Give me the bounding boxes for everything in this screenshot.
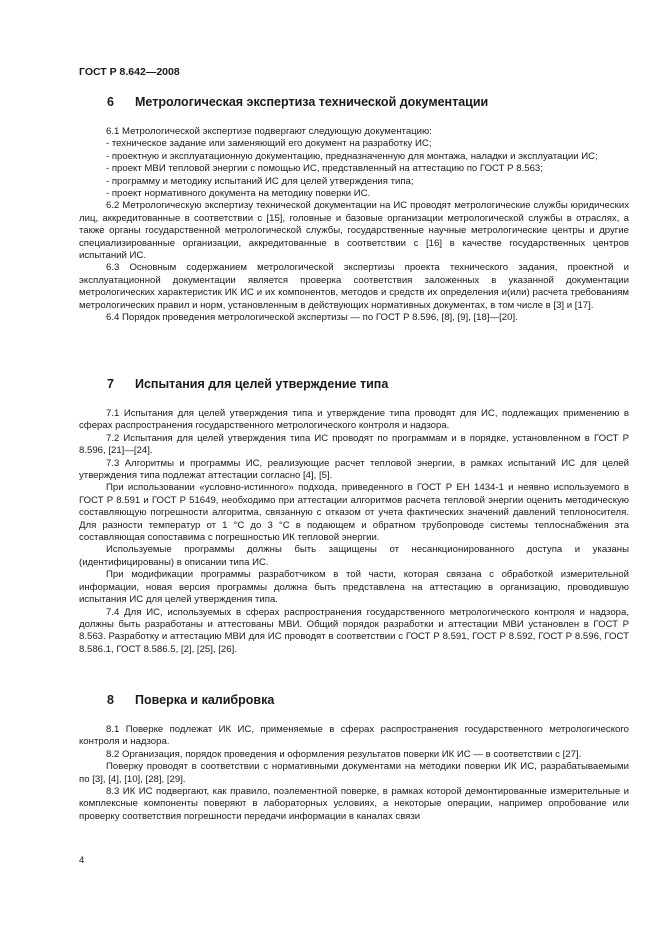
document-header: ГОСТ Р 8.642—2008 <box>79 66 180 78</box>
paragraph: 8.3 ИК ИС подвергают, как правило, поэлементной поверке, в рамках которой демонтированные измерительные и комплексные компоненты поверяют в лабораторных условиях, а некоторые операции, например опробование или проверку соответствия погрешности передачи информации в каналах связи <box>79 786 629 822</box>
list-item: - программу и методику испытаний ИС для целей утверждения типа; <box>106 175 414 187</box>
paragraph: 7.1 Испытания для целей утверждения типа и утверждение типа проводят для ИС, подлежащих применению в сферах распространения государственного метрологического контроля и надзора. <box>79 408 629 432</box>
section-body <box>79 126 629 325</box>
page-number: 4 <box>79 855 85 866</box>
section-number: 6 <box>107 95 114 109</box>
paragraph: 6.1 Метрологической экспертизе подвергают следующую документацию: <box>106 126 432 137</box>
paragraph: 7.4 Для ИС, используемых в сферах распространения государственного метрологического контроля и надзора, должны быть разработаны и аттестованы МВИ. Общий порядок разработки и аттестации МВИ установлен в ГОСТ Р 8.563. Разработку и аттестацию МВИ для ИС проводят в соответствии с ГОСТ Р 8.591, ГОСТ Р 8.592, ГОСТ Р 8.596, ГОСТ 8.586.1, ГОСТ 8.586.5, [2], [25], [26]. <box>79 606 629 655</box>
section-title: Метрологическая экспертиза технической документации <box>135 95 489 109</box>
paragraph: 8.2 Организация, порядок проведения и оформления результатов поверки ИК ИС — в соответствии с [27]. <box>106 748 582 760</box>
list-item: - проект МВИ тепловой энергии с помощью ИС, представленный на аттестацию по ГОСТ Р 8.563; <box>106 163 543 175</box>
paragraph: 7.3 Алгоритмы и программы ИС, реализующие расчет тепловой энергии, в рамках испытаний ИС для целей утверждения типа подлежат аттестации согласно [4], [5]. <box>79 457 629 482</box>
paragraph: 6.2 Метрологическую экспертизу технической документации на ИС проводят метрологические службы юридических лиц, аккредитованные в соответствии с [15], головные и базовые организации метрологической службы в отраслях, а также органы государственной метрологической службы, государственные научные метрологические центры и другие специализированные организации, аккредитованные в соответствии с [16] в качестве государственных центров испытаний ИС. <box>79 200 629 262</box>
list-item: - техническое задание или заменяющий его документ на разработку ИС; <box>106 138 432 150</box>
paragraph: Поверку проводят в соответствии с нормативными документами на методики поверки ИК ИС, разрабатываемыми по [3], [4], [10], [28], [29]. <box>79 761 629 785</box>
list-item: - проектную и эксплуатационную документацию, предназначенную для монтажа, наладки и эксплуатации ИС; <box>106 150 598 162</box>
paragraph: 6.4 Порядок проведения метрологической экспертизы — по ГОСТ Р 8.596, [8], [9], [18]—[20]. <box>106 312 518 324</box>
section-title: Поверка и калибровка <box>135 693 275 707</box>
paragraph: При использовании «условно-истинного» подхода, приведенного в ГОСТ Р ЕН 1434-1 и неявно используемого в ГОСТ Р 8.591 и ГОСТ Р 51649, необходимо при аттестации алгоритмов расчета тепловой энергии оценить методическую составляющую погрешности алгоритма, связанную с отказом от учета фактических значений давлений теплоносителя. Для разности температур от 1 °С до 3 °С в подающем и обратном трубопроводе системы теплоснабжения эта составляющая сопоставима с погрешностью ИК тепловой энергии. <box>79 482 629 544</box>
section-body <box>79 724 629 823</box>
paragraph: 6.3 Основным содержанием метрологической экспертизы проекта технического задания, проектной и эксплуатационной документации является проверка соответствия заложенных в указанной документации метрологических характеристик ИК ИС и их компонентов, методов и средств их определения и(или) расчета требованиям метрологических правил и норм, установленным в действующих нормативных документах, в том числе в [3] и [17]. <box>79 262 629 311</box>
paragraph: 7.2 Испытания для целей утверждения типа ИС проводят по программам и в порядке, установленном в ГОСТ Р 8.596, [21]—[24]. <box>79 432 629 457</box>
section-heading <box>79 377 631 391</box>
list-item: - проект нормативного документа на методику поверки ИС. <box>106 188 371 200</box>
section-body <box>79 408 629 656</box>
section-title: Испытания для целей утверждение типа <box>135 377 389 391</box>
section-heading <box>79 95 631 109</box>
paragraph: 8.1 Поверке подлежат ИК ИС, применяемые в сферах распространения государственного метрологического контроля и надзора. <box>79 724 629 748</box>
section-heading <box>79 693 631 707</box>
section-number: 8 <box>107 693 114 707</box>
section-number: 7 <box>107 377 114 391</box>
paragraph: Используемые программы должны быть защищены от несанкционированного доступа и указаны (идентифицированы) в описании типа ИС. <box>79 544 629 568</box>
paragraph: При модификации программы разработчиком в той части, которая связана с обработкой измерительной информации, новая версия программы должна быть представлена на аттестацию в организацию, проводившую испытания ИС для целей утверждения типа. <box>79 569 629 606</box>
